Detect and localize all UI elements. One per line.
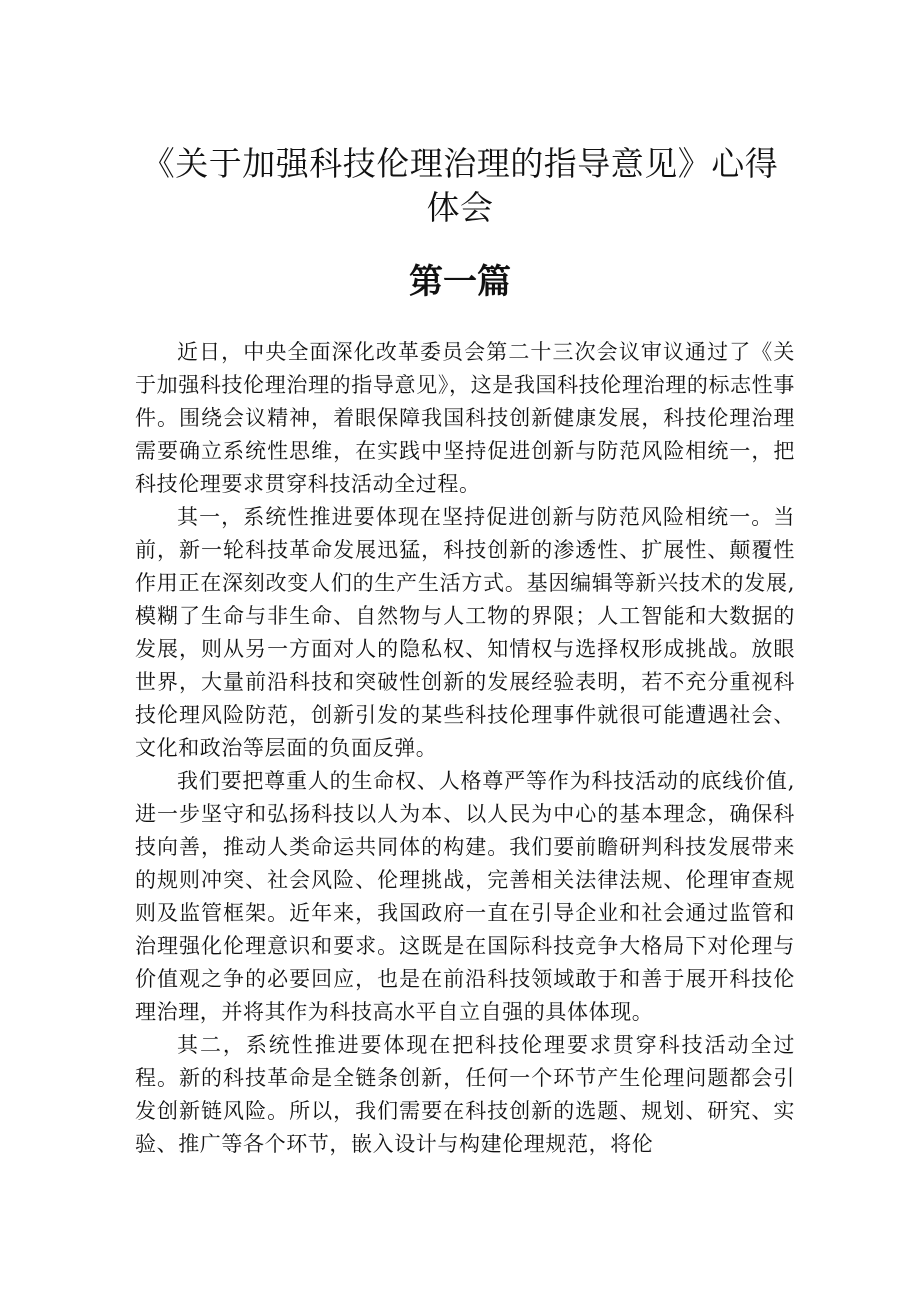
paragraph: 其二，系统性推进要体现在把科技伦理要求贯穿科技活动全过程。新的科技革命是全链条创新，任何一个环节产生伦理问题都会引发创新链风险。所以，我们需要在科技创新的选题、规划、研究、实验、推广等各个环节，嵌入设计与构建伦理规范，将伦	[135, 1033, 795, 1156]
document-title-line-2: 体会	[426, 188, 494, 227]
section-heading: 第一篇	[409, 262, 511, 302]
document-title-line-1: 《关于加强科技伦理治理的指导意见》心得	[141, 144, 779, 183]
document-title	[0, 142, 920, 230]
paragraph: 我们要把尊重人的生命权、人格尊严等作为科技活动的底线价值,进一步坚守和弘扬科技以人为本、以人民为中心的基本理念，确保科技向善，推动人类命运共同体的构建。我们要前瞻研判科技发展带来的规则冲突、社会风险、伦理挑战，完善相关法律法规、伦理审查规则及监管框架。近年来，我国政府一直在引导企业和社会通过监管和治理强化伦理意识和要求。这既是在国际科技竞争大格局下对伦理与价值观之争的必要回应，也是在前沿科技领域敢于和善于展开科技伦理治理，并将其作为科技高水平自立自强的具体体现。	[135, 769, 795, 1024]
paragraph: 近日，中央全面深化改革委员会第二十三次会议审议通过了《关于加强科技伦理治理的指导意见》，这是我国科技伦理治理的标志性事件。围绕会议精神，着眼保障我国科技创新健康发展，科技伦理治理需要确立系统性思维，在实践中坚持促进创新与防范风险相统一，把科技伦理要求贯穿科技活动全过程。	[135, 340, 795, 496]
document-body	[135, 336, 795, 1161]
paragraph: 其一，系统性推进要体现在坚持促进创新与防范风险相统一。当前，新一轮科技革命发展迅猛，科技创新的渗透性、扩展性、颠覆性作用正在深刻改变人们的生产生活方式。基因编辑等新兴技术的发展,模糊了生命与非生命、自然物与人工物的界限；人工智能和大数据的发展，则从另一方面对人的隐私权、知情权与选择权形成挑战。放眼世界，大量前沿科技和突破性创新的发展经验表明，若不充分重视科技伦理风险防范，创新引发的某些科技伦理事件就很可能遭遇社会、文化和政治等层面的负面反弹。	[135, 505, 795, 760]
